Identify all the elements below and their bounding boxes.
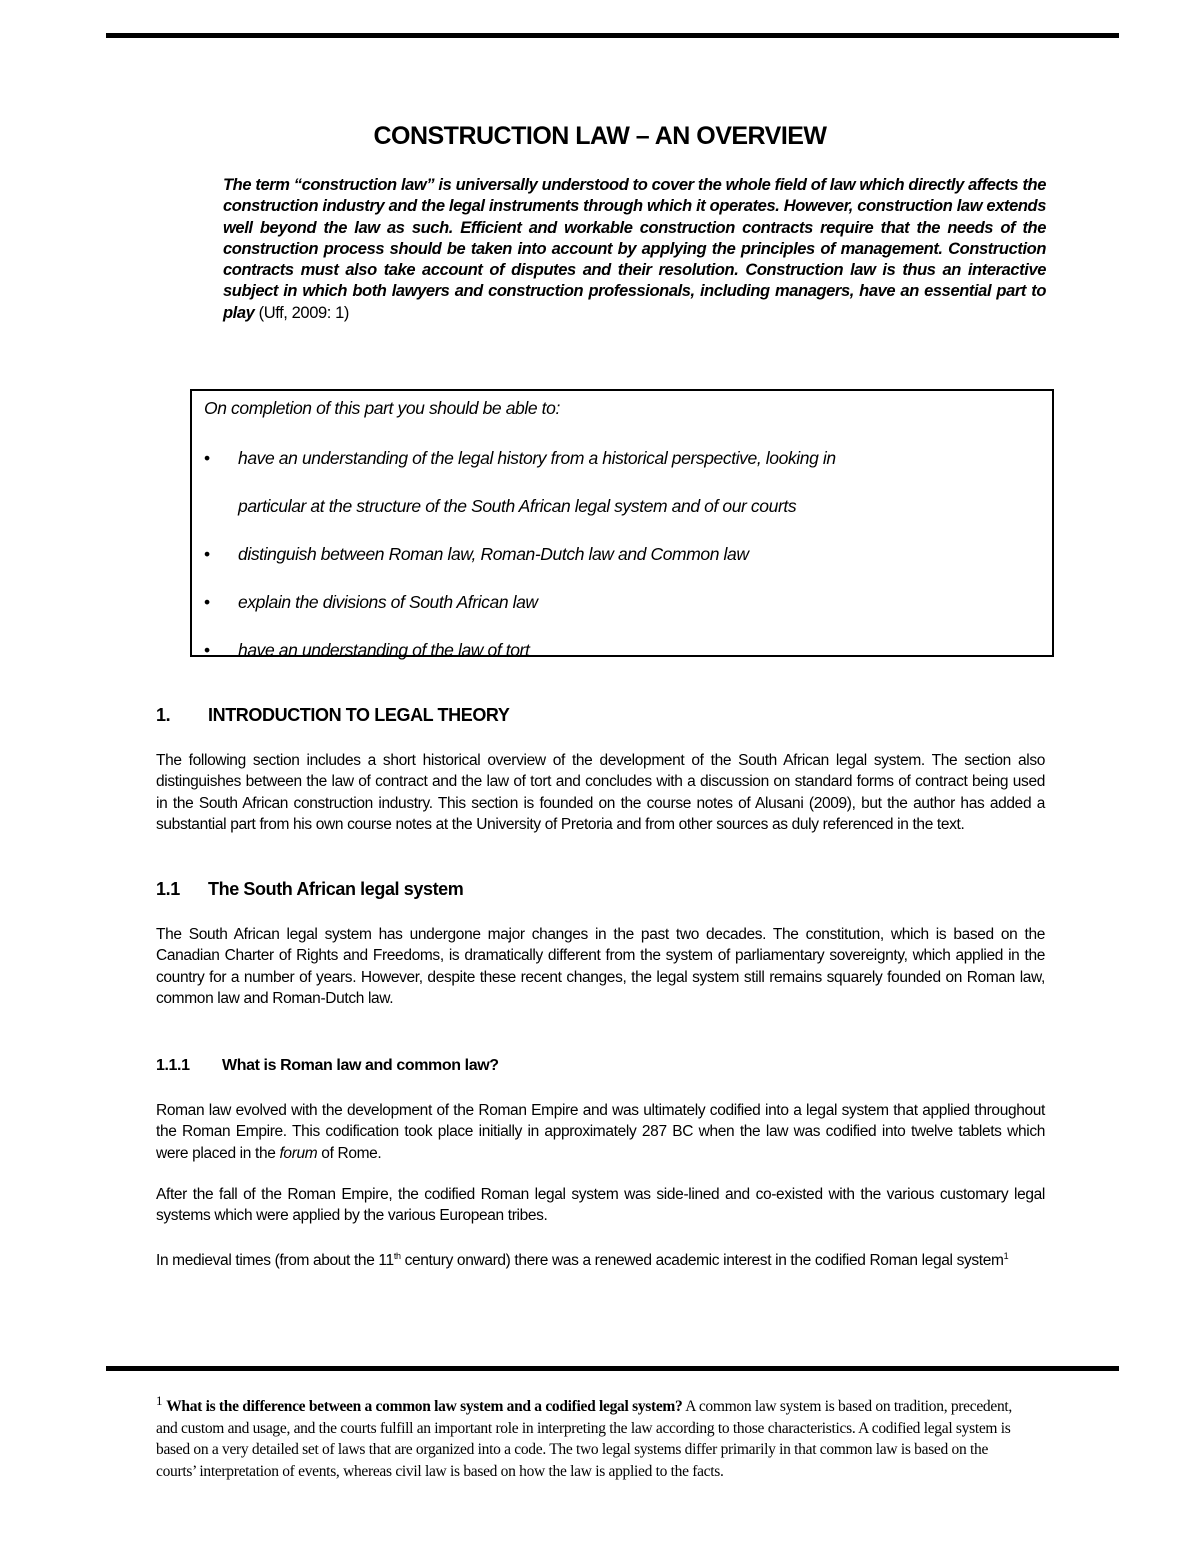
section-number: 1. (156, 705, 171, 725)
objective-item-continuation (204, 482, 836, 530)
section-1-1-paragraph: The South African legal system has undergone major changes in the past two decades. The constitution, which is based on the Canadian Charter of Rights and Freedoms, is dramatically different from the system of parliamentary sovereignty, which applied in the country for a number of years. However, despite these recent changes, the legal system still remains squarely founded on Roman law, common law and Roman-Dutch law. (156, 926, 1045, 1007)
roman-law-paragraph-2: After the fall of the Roman Empire, the codified Roman legal system was side-lined and co-existed with the various customary legal systems which were applied by the various European tribes. (156, 1186, 1045, 1225)
bullet-icon: • (204, 448, 210, 468)
footnote-question: What is the difference between a common law system and a codified legal system? (166, 1398, 683, 1415)
roman-law-paragraph-3 (156, 1250, 1045, 1271)
roman-law-paragraph-1 (156, 1100, 1045, 1164)
abstract-text: The term “construction law” is universally understood to cover the whole field of law which directly affects the construction industry and the legal instruments through which it operates. However, construction law extends well beyond the law as such. Efficient and workable construction contracts require that the needs of the construction process should be taken into account by applying the principles of management. Construction contracts must also take account of disputes and their resolution. Construction law is thus an interactive subject in which both lawyers and construction professionals, including managers, have an essential part to play (223, 176, 1046, 322)
bullet-icon: • (204, 640, 210, 660)
section-heading-1-1 (156, 879, 463, 900)
objective-item (204, 626, 836, 674)
objective-item (204, 578, 836, 626)
footnote-mark: 1 (156, 1392, 163, 1408)
objectives-intro: On completion of this part you should be able to: (204, 398, 560, 418)
section-1-paragraph: The following section includes a short historical overview of the development of the South African legal system. The section also distinguishes between the law of contract and the law of tort and concludes with a discussion on standard forms of contract being used in the South African construction industry. This section is founded on the course notes of Alusani (2009), but the author has added a substantial part from his own course notes at the University of Pretoria and from other sources as duly referenced in the text. (156, 752, 1045, 833)
paragraph-text: of Rome. (317, 1144, 382, 1162)
section-number: 1.1.1 (156, 1057, 190, 1074)
section-heading-1 (156, 705, 509, 726)
ordinal-suffix: th (393, 1250, 401, 1261)
objective-text: particular at the structure of the South African legal system and of our courts (238, 496, 797, 516)
footnote-text: A common law system is based on tradition, precedent, and custom and usage, and the courts fulfill an important role in interpreting the law according to those characteristics. A codified legal system is based on a very detailed set of laws that are organized into a code. The two legal systems differ primarily in that common law is based on the courts’ interpretation of events, whereas civil law is based on how the law is applied to the facts. (156, 1398, 1012, 1480)
abstract-quote (223, 175, 1046, 324)
paragraph-text: Roman law evolved with the development of the Roman Empire and was ultimately codified into a legal system that applied throughout the Roman Empire. This codification took place initially in approximately 287 BC when the law was codified into twelve tablets which were placed in the (156, 1102, 1045, 1162)
emphasis-forum: forum (279, 1144, 318, 1162)
learning-objectives-box (190, 389, 1054, 660)
abstract-citation: (Uff, 2009: 1) (258, 303, 350, 322)
document-title: CONSTRUCTION LAW – AN OVERVIEW (373, 122, 827, 150)
objective-text: have an understanding of the law of tort (238, 640, 530, 660)
bullet-icon: • (204, 544, 210, 564)
top-rule (106, 33, 1119, 38)
objective-text: distinguish between Roman law, Roman-Dutch law and Common law (238, 544, 749, 564)
objective-item (204, 530, 836, 578)
objective-item (204, 434, 836, 482)
footnote (156, 1392, 1016, 1482)
objective-text: have an understanding of the legal history from a historical perspective, looking in (238, 448, 836, 468)
objectives-list (204, 434, 836, 674)
paragraph-text: century onward) there was a renewed academic interest in the codified Roman legal system (400, 1252, 1004, 1269)
bullet-icon: • (204, 592, 210, 612)
section-heading-1-1-1 (156, 1057, 499, 1075)
footnote-reference[interactable]: 1 (1003, 1250, 1009, 1261)
section-title: What is Roman law and common law? (222, 1057, 499, 1074)
section-title: The South African legal system (208, 879, 464, 899)
section-title: INTRODUCTION TO LEGAL THEORY (208, 705, 510, 725)
footnote-rule (106, 1366, 1119, 1371)
paragraph-text: In medieval times (from about the 11 (156, 1252, 394, 1269)
section-number: 1.1 (156, 879, 180, 899)
objective-text: explain the divisions of South African law (238, 592, 538, 612)
